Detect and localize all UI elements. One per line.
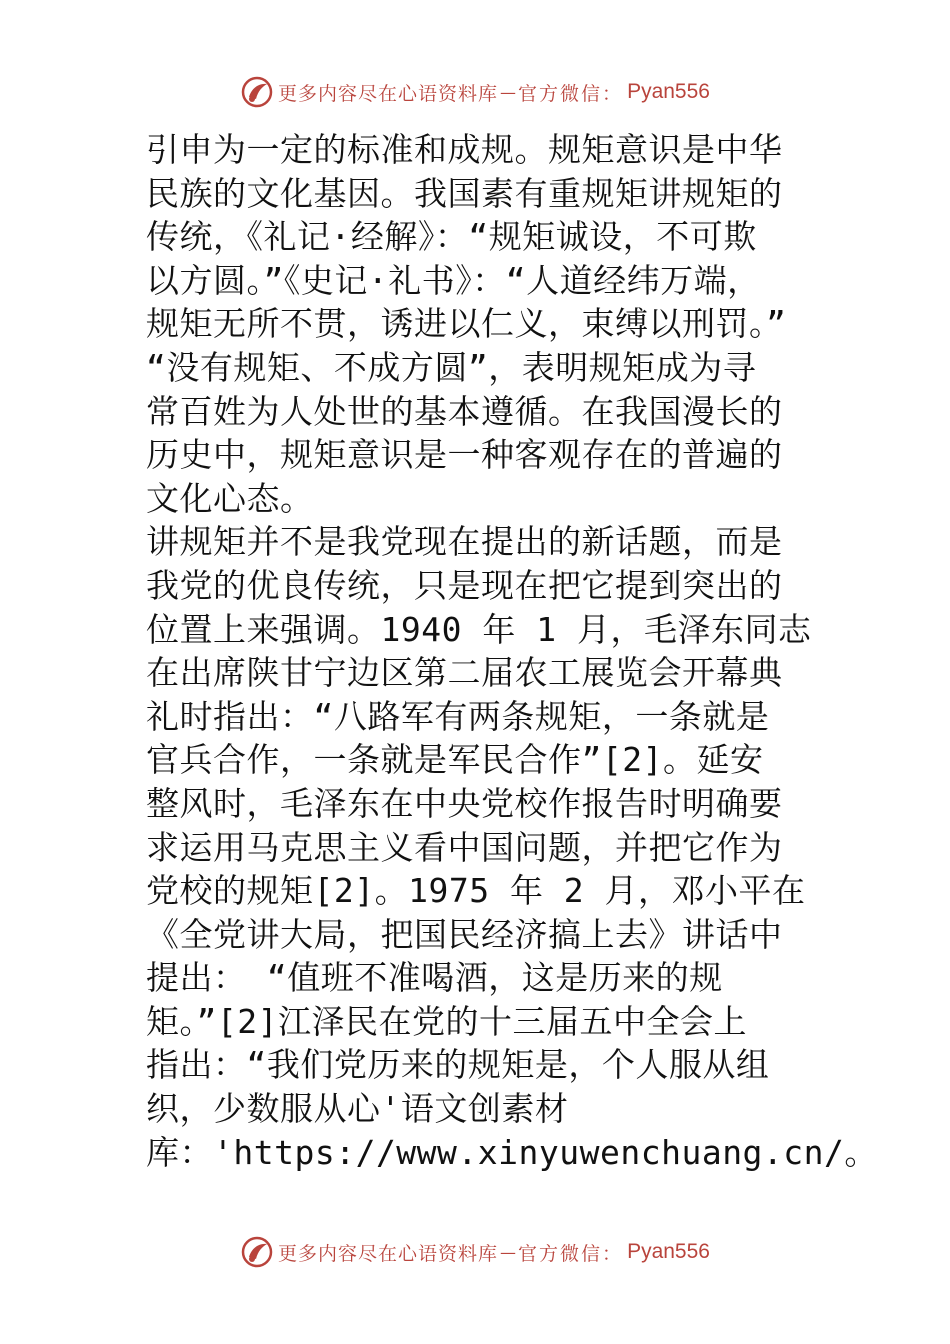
text-line: 在出席陕甘宁边区第二届农工展览会开幕典 <box>146 653 783 693</box>
text-line: 官兵合作，一条就是军民合作”[2]。延安 <box>146 740 764 780</box>
text-line: 矩。”[2]江泽民在党的十三届五中全会上 <box>146 1001 747 1041</box>
text-line: 引申为一定的标准和成规。规矩意识是中华 <box>146 130 783 169</box>
watermark-label: 官方微信： <box>518 1242 624 1265</box>
watermark-separator: — <box>500 1242 517 1262</box>
text-line: 《全党讲大局，把国民经济搞上去》讲话中 <box>146 914 783 954</box>
watermark-wechat-id: Pyan556 <box>627 80 710 103</box>
watermark-wechat-id: Pyan556 <box>627 1240 710 1263</box>
text-line: “没有规矩、不成方圆”，表明规矩成为寻 <box>146 347 757 387</box>
text-line: 礼时指出：“八路军有两条规矩，一条就是 <box>146 696 770 736</box>
text-line: 织，少数服从心'语文创素材 <box>146 1089 569 1129</box>
text-line: 文化心态。 <box>146 478 314 518</box>
text-line: 党校的规矩[2]。1975 年 2 月，邓小平在 <box>146 871 806 911</box>
text-line: 提出： “值班不准喝酒，这是历来的规 <box>146 958 723 998</box>
text-line: 指出：“我们党历来的规矩是，个人服从组 <box>146 1045 770 1085</box>
text-line: 整风时，毛泽东在中央党校作报告时明确要 <box>146 783 783 823</box>
text-line: 库：'https://www.xinyuwenchuang.cn/。 <box>146 1132 878 1172</box>
header-watermark <box>0 72 950 112</box>
text-line: 我党的优良传统，只是现在把它提到突出的 <box>146 565 783 605</box>
watermark-separator: — <box>500 82 517 102</box>
brand-logo-icon <box>240 1235 274 1269</box>
text-line: 传统，《礼记·经解》：“规矩诚设，不可欺 <box>146 217 757 257</box>
document-body <box>146 128 878 1174</box>
text-line: 规矩无所不贯，诱进以仁义，束缚以刑罚。” <box>146 304 787 344</box>
brand-logo-icon <box>240 75 274 109</box>
text-line: 位置上来强调。1940 年 1 月，毛泽东同志 <box>146 609 812 649</box>
watermark-brand: 更多内容尽在心语资料库 <box>278 1242 499 1265</box>
text-line: 讲规矩并不是我党现在提出的新话题，而是 <box>146 522 783 562</box>
text-line: 历史中，规矩意识是一种客观存在的普遍的 <box>146 435 783 475</box>
footer-watermark <box>0 1232 950 1272</box>
text-line: 以方圆。”《史记·礼书》：“人道经纬万端， <box>146 260 761 300</box>
text-line: 常百姓为人处世的基本遵循。在我国漫长的 <box>146 391 783 431</box>
watermark-brand: 更多内容尽在心语资料库 <box>278 82 499 105</box>
watermark-label: 官方微信： <box>518 82 624 105</box>
text-line: 民族的文化基因。我国素有重规矩讲规矩的 <box>146 173 783 213</box>
text-line: 求运用马克思主义看中国问题，并把它作为 <box>146 827 783 867</box>
